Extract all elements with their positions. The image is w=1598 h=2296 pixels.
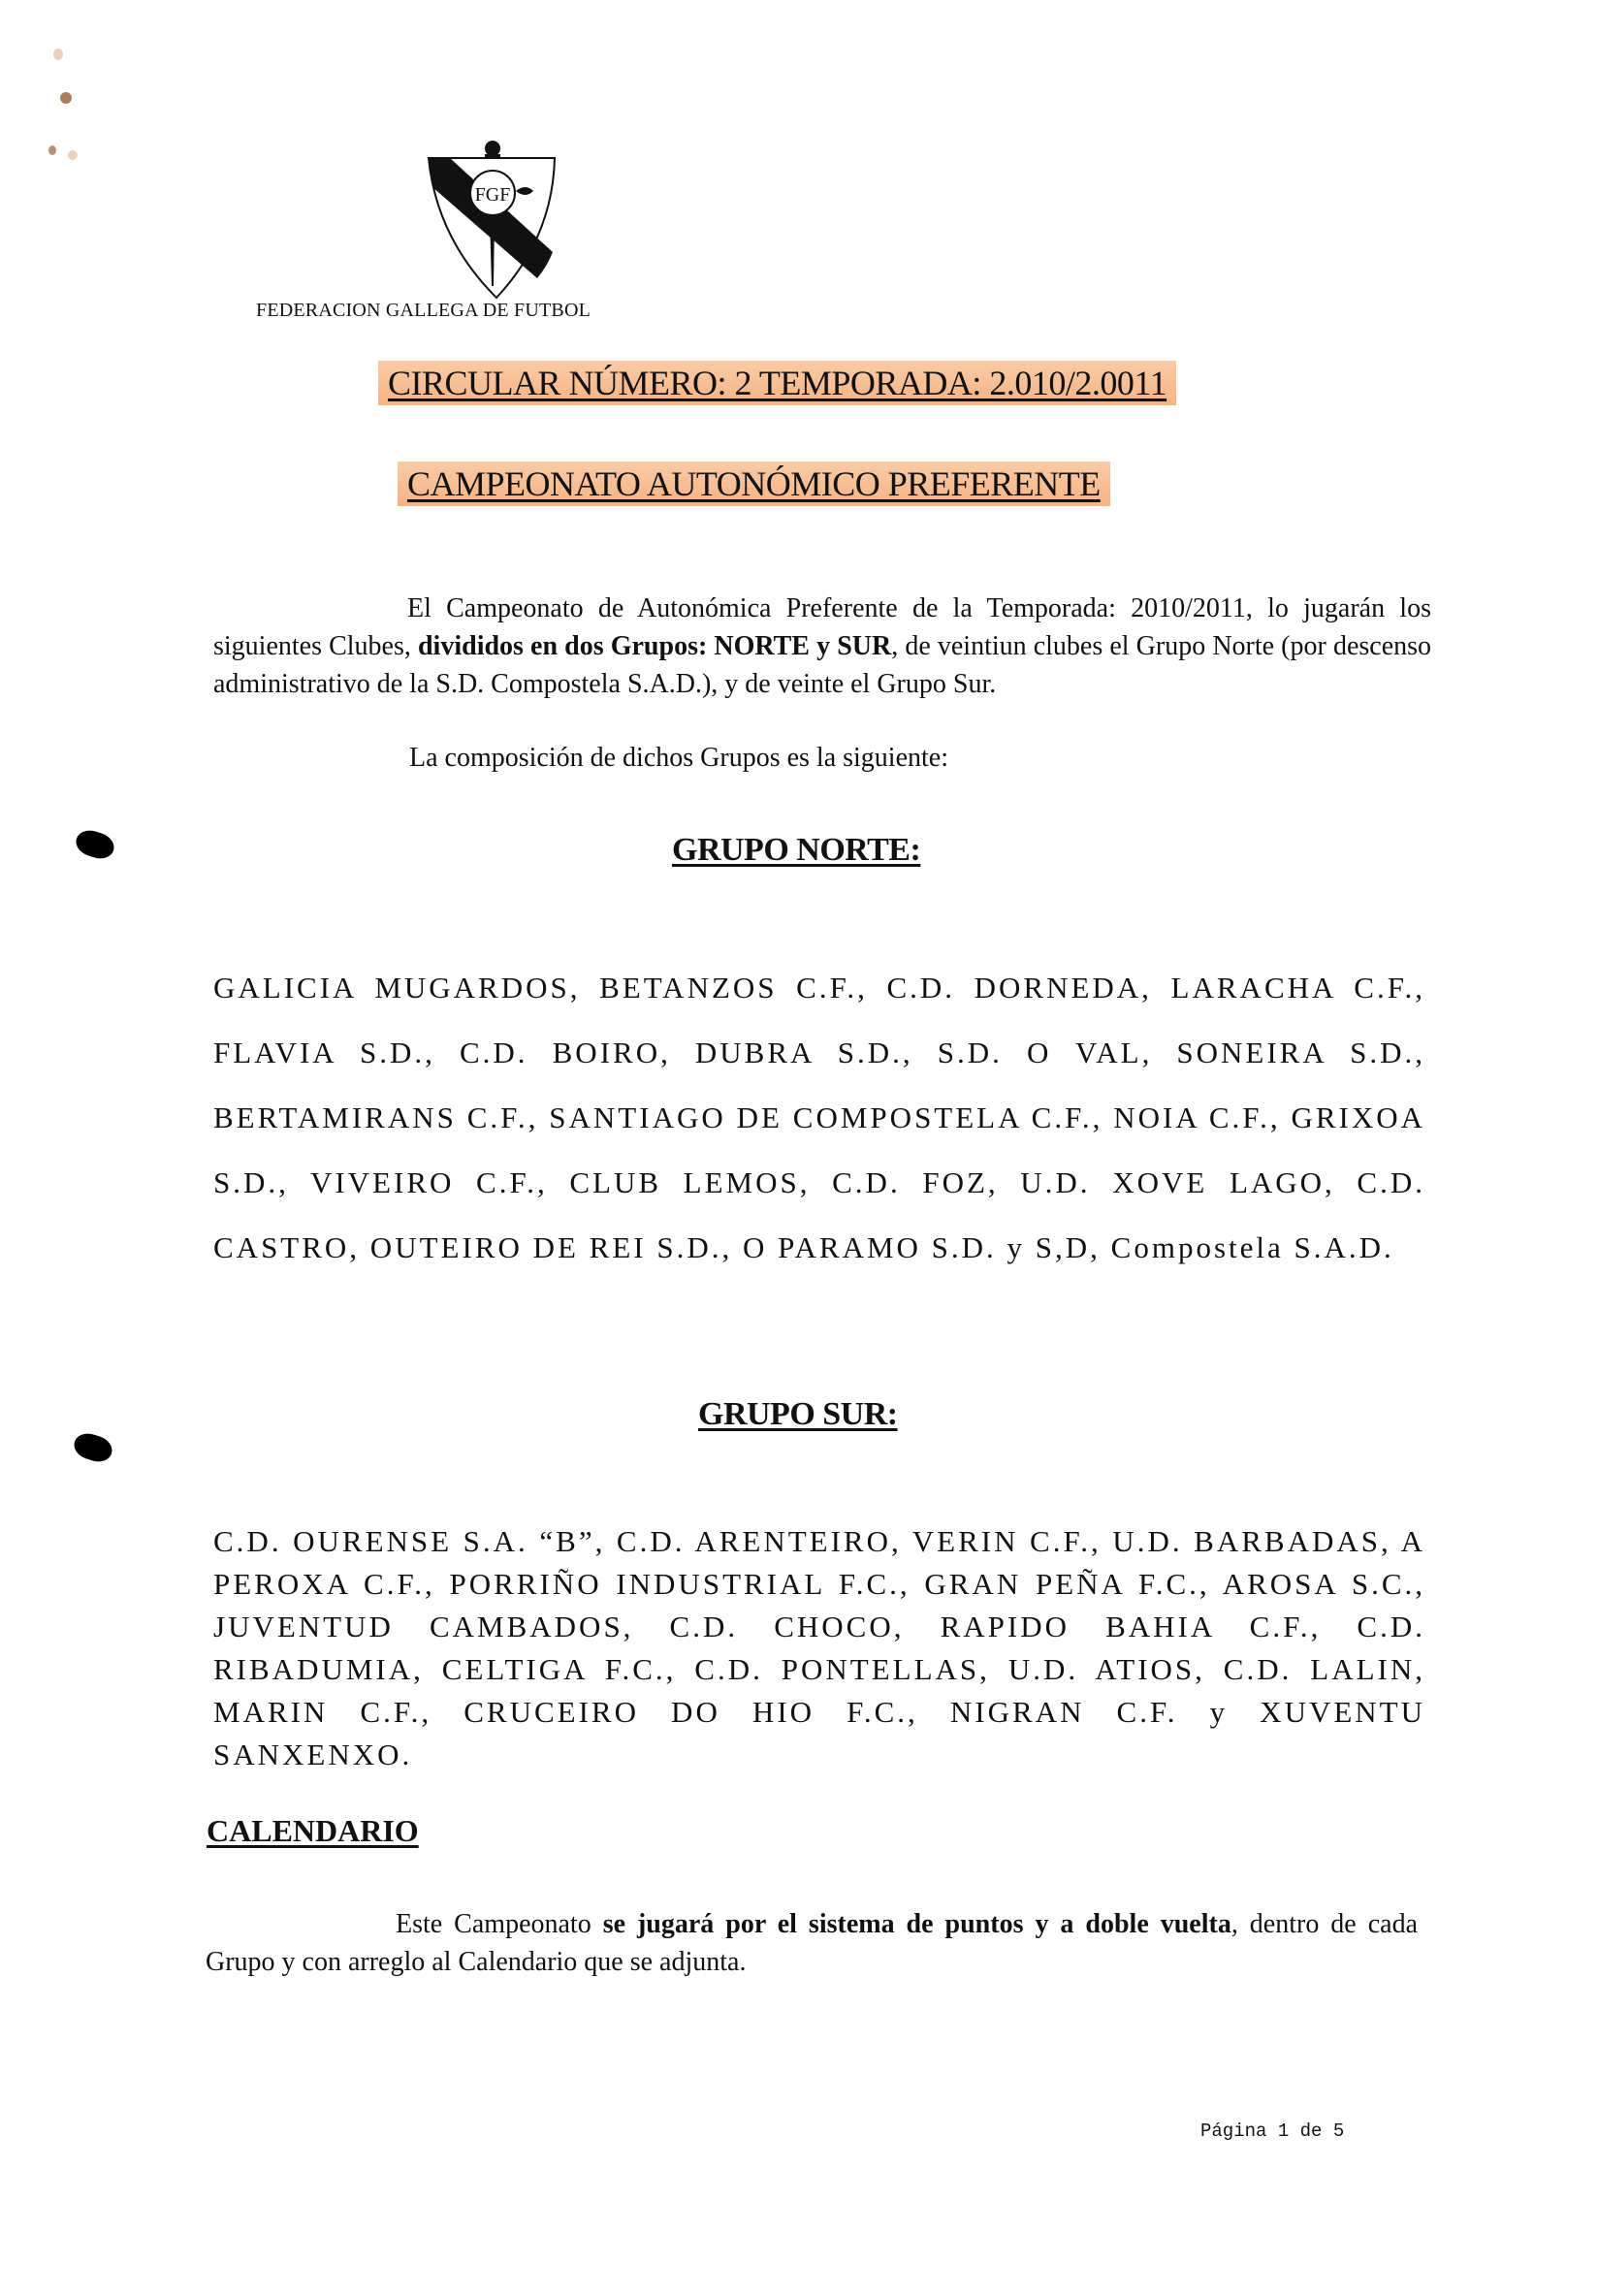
calendario-bold-text: se jugará por el sistema de puntos y a doble vuelta <box>602 1909 1231 1939</box>
grupo-norte-heading: GRUPO NORTE: <box>672 832 921 868</box>
composition-sentence: La composición de dichos Grupos es la siguiente: <box>409 743 948 773</box>
circular-title: CIRCULAR NÚMERO: 2 TEMPORADA: 2.010/2.0011 <box>378 361 1176 405</box>
championship-title: CAMPEONATO AUTONÓMICO PREFERENTE <box>398 462 1110 506</box>
page-number: Página 1 de 5 <box>1200 2121 1345 2142</box>
federation-logo <box>417 131 572 301</box>
punch-hole-mark <box>71 1429 115 1465</box>
intro-text-end: , de veintiun clubes el Grupo Norte (por descenso administrativo de la S.D. Compostela S.A.D.), y de veinte el Grupo Sur. <box>213 631 1432 699</box>
calendario-text: Este Campeonato <box>396 1909 603 1939</box>
intro-bold-text: divididos en dos Grupos: NORTE y SUR <box>417 631 892 661</box>
grupo-sur-club-list: C.D. OURENSE S.A. “B”, C.D. ARENTEIRO, VERIN C.F., U.D. BARBADAS, A PEROXA C.F., PORRIÑO INDUSTRIAL F.C., GRAN PEÑA F.C., AROSA S.C., JUVENTUD CAMBADOS, C.D. CHOCO, RAPIDO BAHIA C.F., C.D. RIBADUMIA, CELTIGA F.C., C.D. PONTELLAS, U.D. ATIOS, C.D. LALIN, MARIN C.F., CRUCEIRO DO HIO F.C., NIGRAN C.F. y XUVENTU SANXENXO. <box>213 1524 1425 1771</box>
logo-monogram: FGF <box>474 184 511 206</box>
federation-name: FEDERACION GALLEGA DE FUTBOL <box>256 300 591 321</box>
calendario-text-end: , dentro de cada Grupo y con arreglo al Calendario que se adjunta. <box>206 1909 1418 1977</box>
intro-text: El Campeonato de Autonómica Preferente de la Temporada: 2010/2011, lo jugarán los siguientes Clubes, <box>213 593 1431 661</box>
intro-paragraph <box>213 590 1431 703</box>
fgf-shield-logo-icon <box>417 131 572 301</box>
punch-hole-mark <box>73 826 117 862</box>
grupo-sur-heading: GRUPO SUR: <box>698 1396 898 1432</box>
grupo-norte-club-list: GALICIA MUGARDOS, BETANZOS C.F., C.D. DORNEDA, LARACHA C.F., FLAVIA S.D., C.D. BOIRO, DUBRA S.D., S.D. O VAL, SONEIRA S.D., BERTAMIRANS C.F., SANTIAGO DE COMPOSTELA C.F., NOIA C.F., GRIXOA S.D., VIVEIRO C.F., CLUB LEMOS, C.D. FOZ, U.D. XOVE LAGO, C.D. CASTRO, OUTEIRO DE REI S.D., O PARAMO S.D. y S,D, Compostela S.A.D. <box>213 971 1425 1264</box>
calendario-heading: CALENDARIO <box>207 1813 419 1848</box>
calendario-paragraph <box>206 1905 1418 1981</box>
